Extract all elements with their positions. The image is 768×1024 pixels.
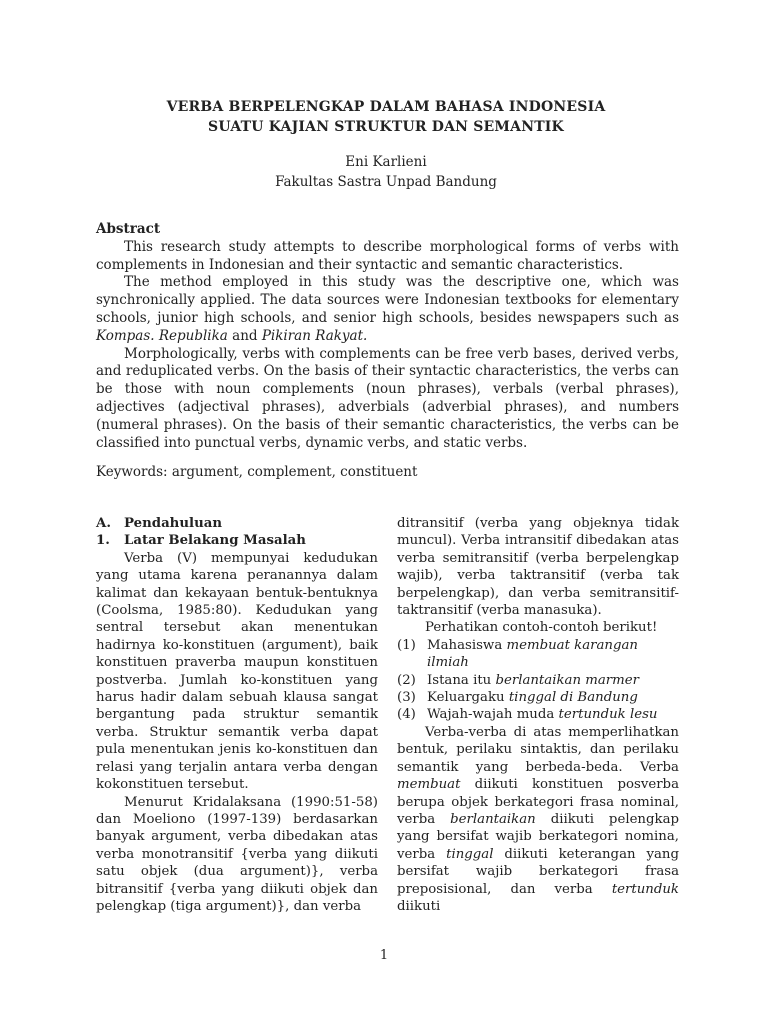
subsection-number: 1. (96, 533, 110, 549)
author-block (96, 152, 676, 192)
text-run: diikuti keterangan yang bersifat wajib berkategori frasa preposisional, dan verba (397, 846, 680, 897)
author-affiliation: Fakultas Sastra Unpad Bandung (275, 174, 497, 190)
newspaper-names-1: Kompas. Republika (96, 327, 228, 344)
body-paragraph-2: Menurut Kridalaksana (1990:51-58) dan Moeliono (1997-139) berdasarkan banyak argument, verba dibedakan atas verba monotransitif {verba yang diikuti satu objek (dua argument)}, verba bitransitif {verba yang diikuti objek dan pelengkap (tiga argument)}, dan verba (96, 794, 378, 914)
abstract-paragraph-1: This research study attempts to describe morphological forms of verbs with complements in Indonesian and their syntactic and semantic characteristics. (96, 238, 679, 273)
body-paragraph-1: Verba (V) mempunyai kedudukan yang utama karena peranannya dalam kalimat dan kekayaan bentuk-bentuknya (Coolsma, 1985:80). Kedudukan yang sentral tersebut akan menentukan hadirnya ko-konstituen (argument), baik konstituen praverba maupun konstituen postverba. Jumlah ko-konstituen yang harus hadir dalam sebuah klausa sangat bergantung pada struktur semantik verba. Struktur semantik verba dapat pula menentukan jenis ko-konstituen dan relasi yang terjalin antara verba dengan kokonstituen tersebut. (96, 550, 378, 793)
page-number: 1 (379, 948, 389, 963)
example-plain: Istana itu (427, 672, 496, 688)
keywords: Keywords: argument, complement, constituent (96, 464, 418, 480)
example-number: (4) (397, 707, 416, 723)
author-name: Eni Karlieni (345, 154, 427, 170)
abstract-paragraph-2 (96, 274, 679, 345)
abstract (96, 221, 679, 452)
italic-term: membuat (397, 777, 461, 793)
body-paragraph-4: Perhatikan contoh-contoh berikut! (425, 620, 658, 636)
section-heading (96, 515, 378, 532)
section-number: A. (96, 516, 111, 531)
newspaper-names-2: Pikiran Rakyat. (261, 327, 368, 344)
italic-term: tertunduk (611, 881, 679, 897)
section-title: Pendahuluan (124, 516, 223, 531)
example-item (397, 672, 679, 689)
example-italic: berlantaikan marmer (495, 672, 639, 688)
example-plain: Wajah-wajah muda (427, 707, 559, 723)
example-item (397, 706, 679, 723)
abstract-p2-and: and (227, 327, 262, 344)
example-number: (3) (397, 690, 416, 706)
example-text (427, 637, 679, 672)
abstract-heading: Abstract (96, 221, 161, 237)
text-run: Verba-verba di atas memperlihatkan bentuk, perilaku sintaktis, dan perilaku semantik yang berbeda-beda. Verba (397, 724, 679, 775)
example-text (427, 706, 679, 723)
title-line-2: SUATU KAJIAN STRUKTUR DAN SEMANTIK (208, 119, 564, 135)
example-number: (1) (397, 637, 416, 653)
body-paragraph-5 (397, 724, 679, 915)
example-italic: membuat karangan ilmiah (427, 637, 638, 671)
body-paragraph-3: ditransitif (verba yang objeknya tidak muncul). Verba intransitif dibedakan atas verba semitransitif (verba berpelengkap wajib), verba taktransitif (verba tak berpelengkap), dan verba semitransitif-taktransitif (verba manasuka). (397, 516, 679, 619)
title-line-1: VERBA BERPELENGKAP DALAM BAHASA INDONESIA (166, 99, 606, 115)
example-italic: tertunduk lesu (558, 707, 658, 723)
example-number: (2) (397, 672, 416, 688)
example-plain: Mahasiswa (427, 637, 507, 653)
text-run: diikuti (397, 898, 441, 914)
example-text (427, 672, 679, 689)
italic-term: tinggal (446, 846, 494, 862)
text-run: diikuti konstituen posverba berupa objek berkategori frasa nominal, verba (397, 777, 679, 827)
subsection-heading (96, 532, 378, 549)
text-run: diikuti pelengkap yang bersifat wajib berkategori nomina, verba (397, 811, 680, 862)
example-italic: tinggal di Bandung (508, 690, 638, 706)
italic-term: berlantaikan (450, 811, 536, 827)
right-column (397, 515, 679, 915)
example-text (427, 689, 679, 706)
example-plain: Keluargaku (427, 690, 509, 706)
example-item (397, 637, 679, 672)
paper-title (96, 97, 676, 137)
subsection-title: Latar Belakang Masalah (124, 533, 306, 549)
example-item (397, 689, 679, 706)
abstract-paragraph-3: Morphologically, verbs with complements can be free verb bases, derived verbs, and reduplicated verbs. On the basis of their syntactic characteristics, the verbs can be those with noun complements (noun phrases), verbals (verbal phrases), adjectives (adjectival phrases), adverbials (adverbial phrases), and numbers (numeral phrases). On the basis of their semantic characteristics, the verbs can be classified into punctual verbs, dynamic verbs, and static verbs. (96, 345, 679, 451)
left-column (96, 515, 378, 915)
abstract-p2-text: The method employed in this study was the descriptive one, which was synchronically applied. The data sources were Indonesian textbooks for elementary schools, junior high schools, and senior high schools, besides newspapers such as (96, 274, 679, 326)
